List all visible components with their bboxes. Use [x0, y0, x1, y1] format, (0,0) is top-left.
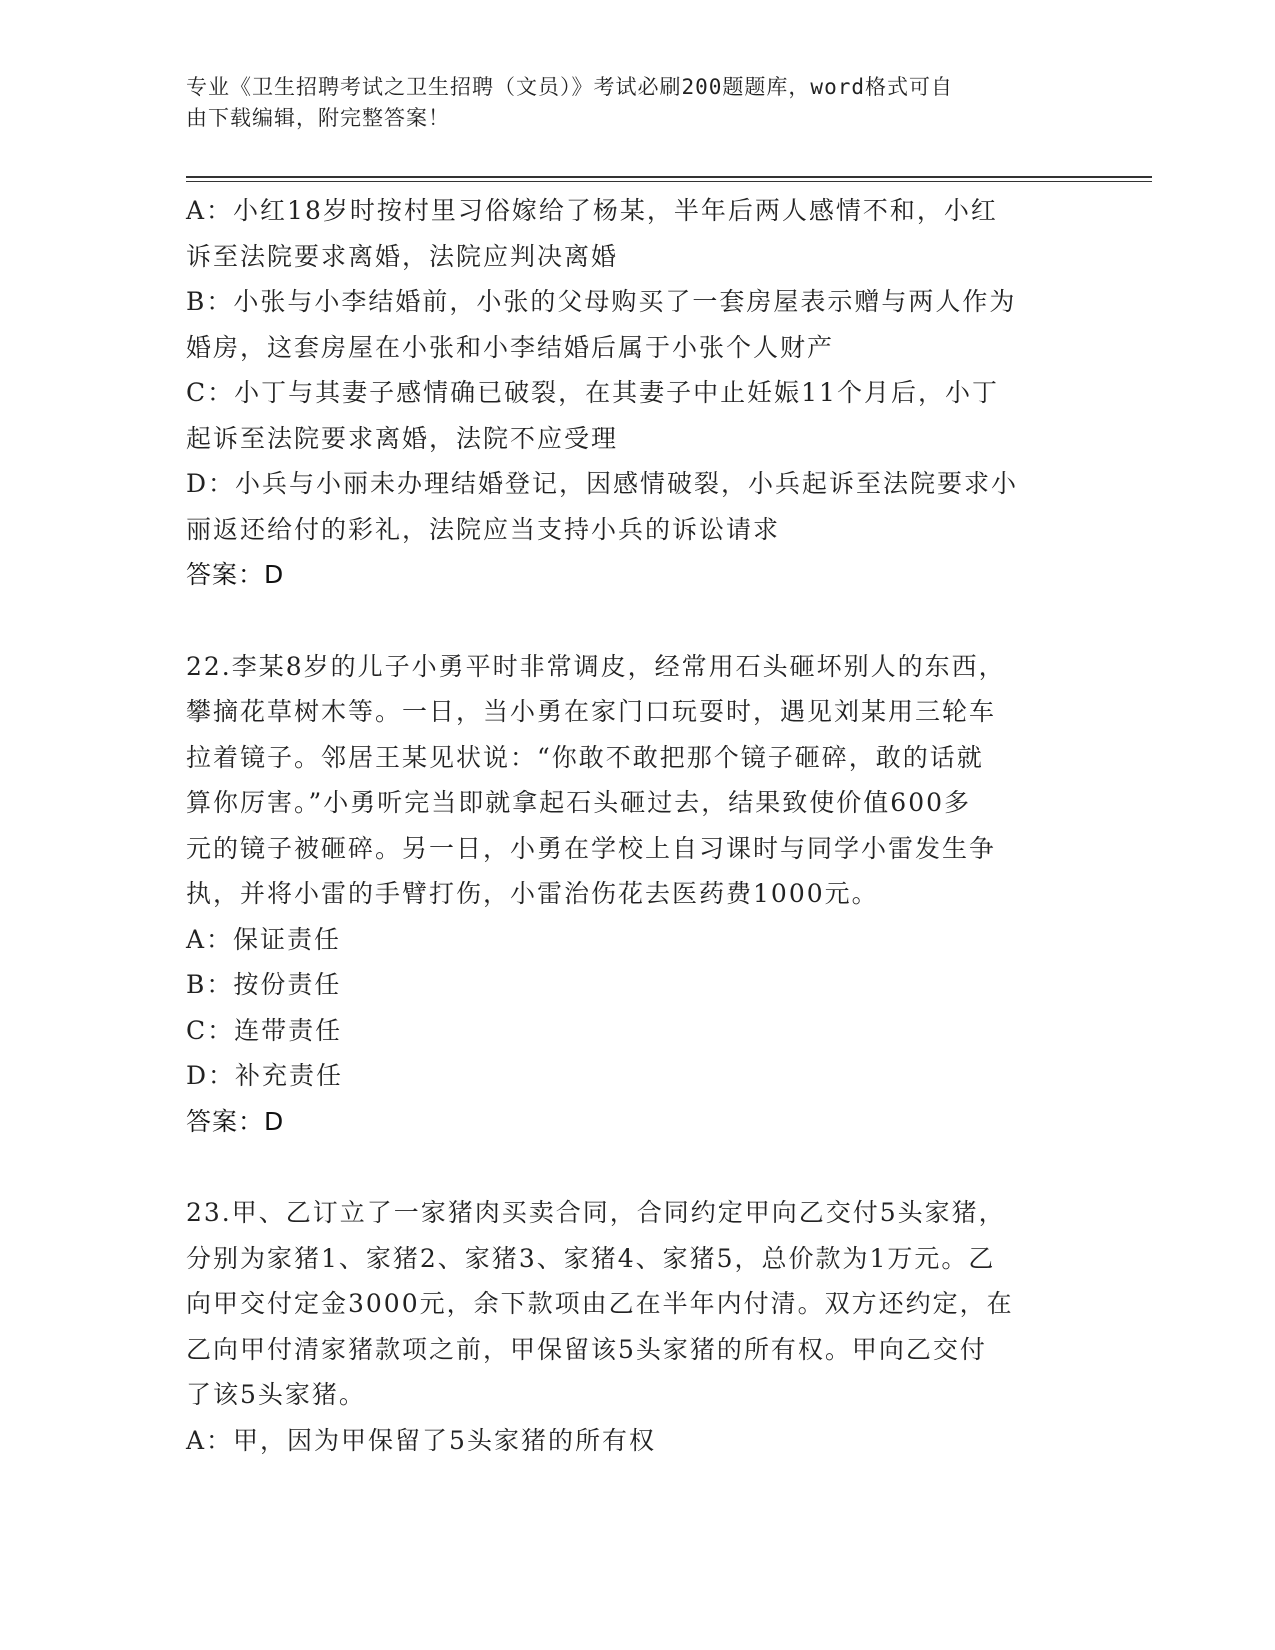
option-text: D：小兵与小丽未办理结婚登记，因感情破裂，小兵起诉至法院要求小	[186, 469, 1019, 498]
question-text: 元的镜子被砸碎。另一日，小勇在学校上自习课时与同学小雷发生争	[186, 833, 997, 863]
spacer	[186, 1144, 1086, 1190]
option-text: 婚房，这套房屋在小张和小李结婚后属于小张个人财产	[186, 332, 835, 362]
option-text: 起诉至法院要求离婚，法院不应受理	[186, 423, 619, 453]
option-text: 丽返还给付的彩礼，法院应当支持小兵的诉讼请求	[186, 514, 781, 544]
document-body	[186, 188, 1086, 1463]
option-text: C：小丁与其妻子感情确已破裂，在其妻子中止妊娠11个月后，小丁	[186, 378, 999, 407]
answer-label: 答案：D	[186, 1106, 285, 1136]
option-d: D：补充责任	[186, 1061, 344, 1090]
question-text: 拉着镜子。邻居王某见状说：“你敢不敢把那个镜子砸碎，敢的话就	[186, 742, 984, 772]
question-22-block	[186, 644, 1086, 1145]
option-a	[186, 188, 1086, 279]
question-text: 向甲交付定金3000元，余下款项由乙在半年内付清。双方还约定，在	[186, 1289, 1014, 1318]
option-text: 诉至法院要求离婚，法院应判决离婚	[186, 241, 619, 271]
question-text: 了该5头家猪。	[186, 1380, 366, 1409]
header-line: 由下载编辑，附完整答案！	[186, 106, 450, 130]
option-d	[186, 461, 1086, 552]
question-23-block	[186, 1190, 1086, 1463]
option-b	[186, 279, 1086, 370]
question-text: 22.李某8岁的儿子小勇平时非常调皮，经常用石头砸坏别人的东西，	[186, 651, 1006, 681]
header-line: 专业《卫生招聘考试之卫生招聘（文员）》考试必刷200题题库，word格式可自	[186, 75, 953, 99]
header-divider	[186, 176, 1152, 178]
option-c	[186, 370, 1086, 461]
option-b: B：按份责任	[186, 970, 342, 999]
page-header	[186, 72, 1066, 134]
question-text: 执，并将小雷的手臂打伤，小雷治伤花去医药费1000元。	[186, 879, 879, 908]
option-a: A：保证责任	[186, 924, 342, 954]
question-text: 23.甲、乙订立了一家猪肉买卖合同，合同约定甲向乙交付5头家猪，	[186, 1198, 1006, 1227]
option-a: A：甲，因为甲保留了5头家猪的所有权	[186, 1425, 656, 1455]
question-text: 分别为家猪1、家猪2、家猪3、家猪4、家猪5，总价款为1万元。乙	[186, 1243, 996, 1273]
option-c: C：连带责任	[186, 1015, 343, 1045]
option-text: A：小红18岁时按村里习俗嫁给了杨某，半年后两人感情不和，小红	[186, 196, 998, 225]
option-text: B：小张与小李结婚前，小张的父母购买了一套房屋表示赠与两人作为	[186, 287, 1017, 316]
answer-label: 答案：D	[186, 560, 285, 589]
question-text: 攀摘花草树木等。一日，当小勇在家门口玩耍时，遇见刘某用三轮车	[186, 697, 997, 726]
question-text: 算你厉害。”小勇听完当即就拿起石头砸过去，结果致使价值600多	[186, 788, 972, 817]
question-21-block	[186, 188, 1086, 598]
header-divider-thin	[186, 181, 1152, 182]
spacer	[186, 598, 1086, 644]
question-text: 乙向甲付清家猪款项之前，甲保留该5头家猪的所有权。甲向乙交付	[186, 1334, 987, 1364]
